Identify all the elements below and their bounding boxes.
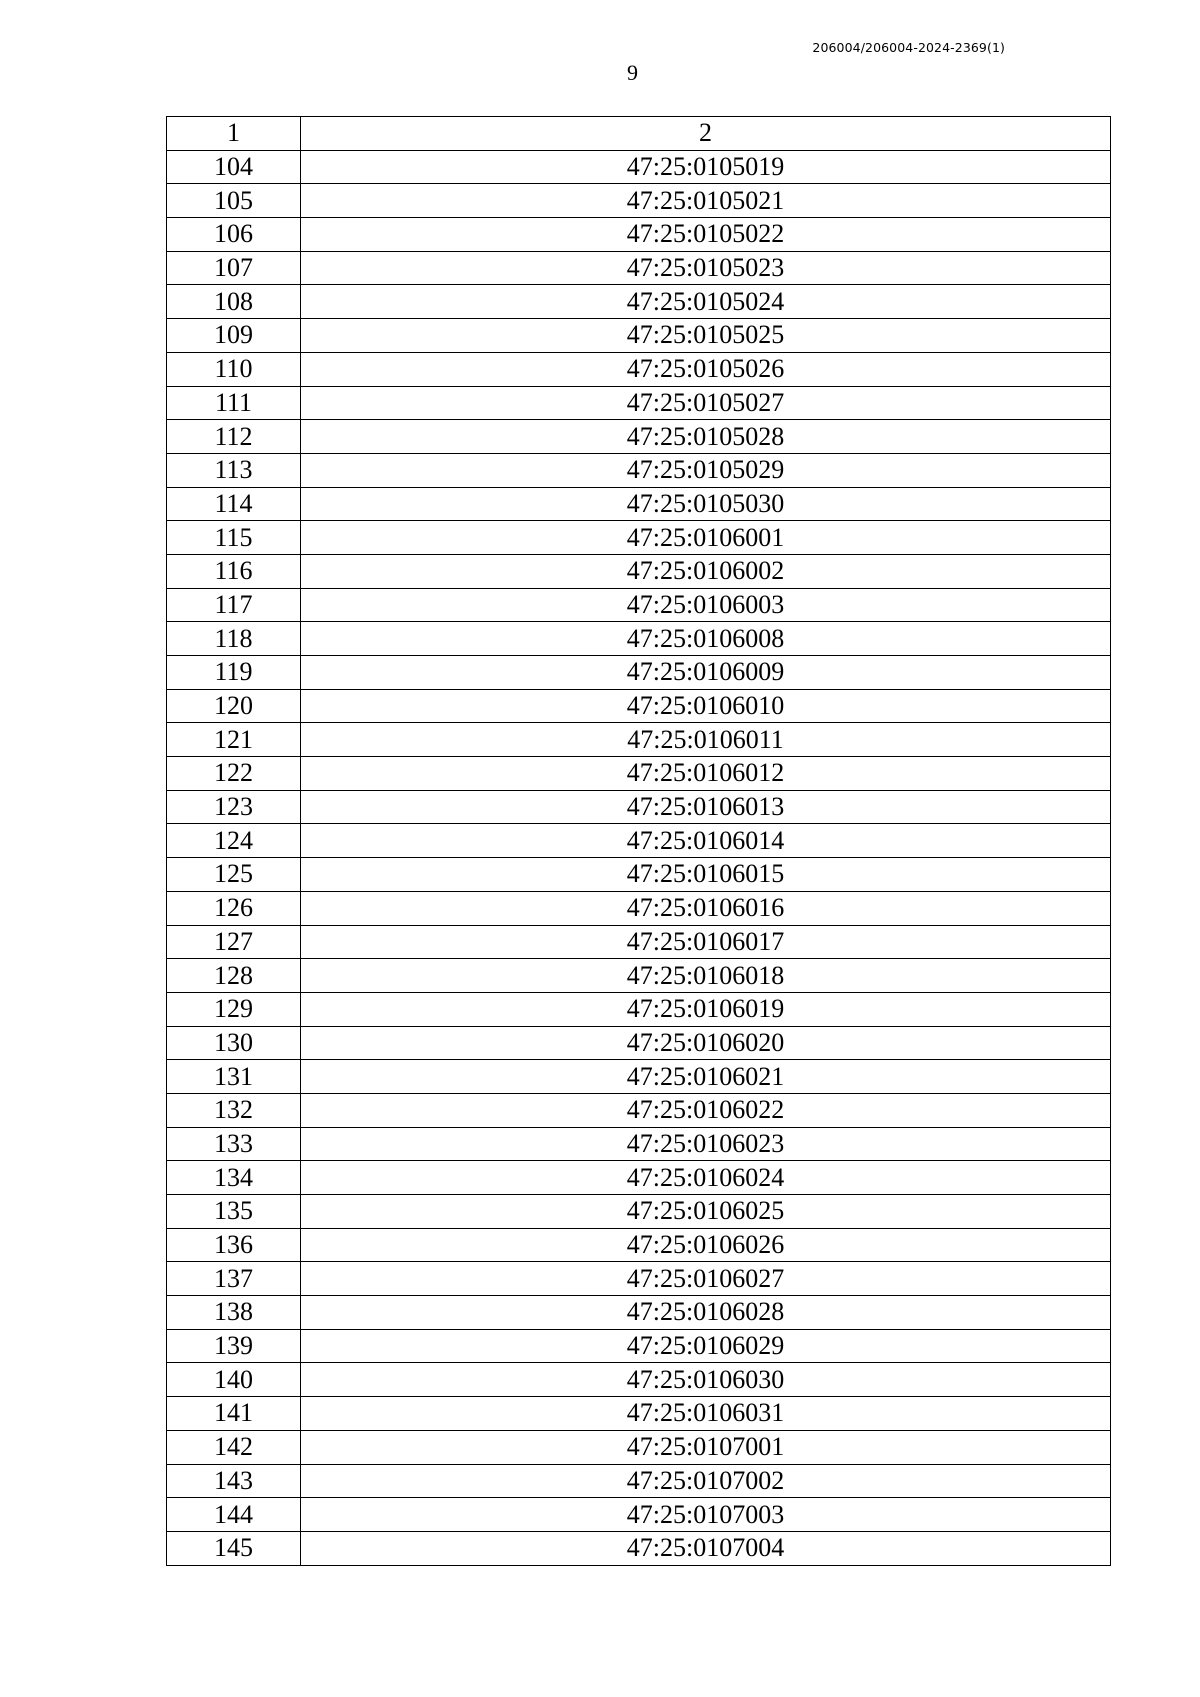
row-number-cell: 138 [167,1296,301,1330]
row-number-cell: 112 [167,420,301,454]
table-row [167,1531,1111,1565]
table-row [167,1262,1111,1296]
cadastral-number-cell: 47:25:0105028 [301,420,1111,454]
row-number-cell: 132 [167,1093,301,1127]
cadastral-number-cell: 47:25:0105021 [301,184,1111,218]
row-number-cell: 116 [167,554,301,588]
table-row [167,218,1111,252]
table-row [167,251,1111,285]
table-row [167,1060,1111,1094]
table-row [167,1161,1111,1195]
cadastral-number-cell: 47:25:0106028 [301,1296,1111,1330]
row-number-cell: 144 [167,1498,301,1532]
table-row [167,1464,1111,1498]
row-number-cell: 104 [167,150,301,184]
row-number-cell: 137 [167,1262,301,1296]
table-row [167,622,1111,656]
table-row [167,1498,1111,1532]
row-number-cell: 118 [167,622,301,656]
table-row [167,1093,1111,1127]
row-number-cell: 121 [167,723,301,757]
row-number-cell: 122 [167,757,301,791]
cadastral-number-cell: 47:25:0106009 [301,656,1111,690]
table-row [167,352,1111,386]
table-row [167,959,1111,993]
cadastral-number-cell: 47:25:0106014 [301,824,1111,858]
row-number-cell: 134 [167,1161,301,1195]
cadastral-number-cell: 47:25:0106002 [301,554,1111,588]
row-number-cell: 145 [167,1531,301,1565]
cadastral-number-cell: 47:25:0106029 [301,1329,1111,1363]
table-row [167,858,1111,892]
row-number-cell: 109 [167,319,301,353]
cadastral-number-cell: 47:25:0107002 [301,1464,1111,1498]
row-number-cell: 120 [167,689,301,723]
row-number-cell: 124 [167,824,301,858]
table-row [167,1228,1111,1262]
row-number-cell: 131 [167,1060,301,1094]
row-number-cell: 130 [167,1026,301,1060]
cadastral-number-cell: 47:25:0106023 [301,1127,1111,1161]
row-number-cell: 108 [167,285,301,319]
table-header-row [167,117,1111,151]
table-row [167,790,1111,824]
cadastral-number-cell: 47:25:0106010 [301,689,1111,723]
cadastral-number-cell: 47:25:0105024 [301,285,1111,319]
row-number-cell: 106 [167,218,301,252]
cadastral-number-cell: 47:25:0105022 [301,218,1111,252]
table-row [167,1195,1111,1229]
table-row [167,386,1111,420]
table-row [167,925,1111,959]
cadastral-number-cell: 47:25:0106013 [301,790,1111,824]
cadastral-number-cell: 47:25:0106019 [301,992,1111,1026]
row-number-cell: 119 [167,656,301,690]
row-number-cell: 139 [167,1329,301,1363]
cadastral-number-cell: 47:25:0105029 [301,453,1111,487]
table-row [167,521,1111,555]
cadastral-number-cell: 47:25:0106022 [301,1093,1111,1127]
cadastral-number-cell: 47:25:0107003 [301,1498,1111,1532]
table-row [167,1127,1111,1161]
cadastral-number-cell: 47:25:0105025 [301,319,1111,353]
cadastral-number-cell: 47:25:0106026 [301,1228,1111,1262]
row-number-cell: 136 [167,1228,301,1262]
table-row [167,891,1111,925]
table-row [167,824,1111,858]
row-number-cell: 129 [167,992,301,1026]
table-row [167,319,1111,353]
row-number-cell: 143 [167,1464,301,1498]
cadastral-number-cell: 47:25:0106003 [301,588,1111,622]
table-row [167,1430,1111,1464]
row-number-cell: 110 [167,352,301,386]
table-row [167,1026,1111,1060]
table-row [167,1397,1111,1431]
table-row [167,184,1111,218]
column-header-2: 2 [301,117,1111,151]
cadastral-number-cell: 47:25:0106031 [301,1397,1111,1431]
row-number-cell: 114 [167,487,301,521]
table-row [167,992,1111,1026]
cadastral-number-cell: 47:25:0105023 [301,251,1111,285]
table-row [167,1329,1111,1363]
row-number-cell: 123 [167,790,301,824]
cadastral-number-cell: 47:25:0106030 [301,1363,1111,1397]
cadastral-number-cell: 47:25:0106017 [301,925,1111,959]
table-row [167,487,1111,521]
table-row [167,757,1111,791]
table-body [167,117,1111,1566]
column-header-1: 1 [167,117,301,151]
table-row [167,1363,1111,1397]
cadastral-number-cell: 47:25:0106025 [301,1195,1111,1229]
table-row [167,554,1111,588]
cadastral-number-cell: 47:25:0106027 [301,1262,1111,1296]
cadastral-number-cell: 47:25:0105019 [301,150,1111,184]
cadastral-number-cell: 47:25:0106021 [301,1060,1111,1094]
row-number-cell: 126 [167,891,301,925]
table-row [167,656,1111,690]
table-row [167,1296,1111,1330]
row-number-cell: 135 [167,1195,301,1229]
cadastral-number-cell: 47:25:0106018 [301,959,1111,993]
row-number-cell: 127 [167,925,301,959]
table-row [167,150,1111,184]
data-table [166,116,1111,1566]
cadastral-number-cell: 47:25:0106016 [301,891,1111,925]
cadastral-number-cell: 47:25:0105026 [301,352,1111,386]
cadastral-number-cell: 47:25:0105030 [301,487,1111,521]
table-row [167,588,1111,622]
row-number-cell: 141 [167,1397,301,1431]
cadastral-number-cell: 47:25:0106020 [301,1026,1111,1060]
cadastral-number-cell: 47:25:0106012 [301,757,1111,791]
cadastral-number-cell: 47:25:0106008 [301,622,1111,656]
row-number-cell: 111 [167,386,301,420]
table-row [167,453,1111,487]
cadastral-number-cell: 47:25:0105027 [301,386,1111,420]
row-number-cell: 117 [167,588,301,622]
cadastral-number-cell: 47:25:0106015 [301,858,1111,892]
row-number-cell: 113 [167,453,301,487]
document-reference: 206004/206004-2024-2369(1) [812,40,1005,55]
cadastral-number-cell: 47:25:0107004 [301,1531,1111,1565]
row-number-cell: 140 [167,1363,301,1397]
table-row [167,285,1111,319]
page-number: 9 [627,60,638,85]
cadastral-number-cell: 47:25:0107001 [301,1430,1111,1464]
row-number-cell: 107 [167,251,301,285]
table-row [167,689,1111,723]
row-number-cell: 115 [167,521,301,555]
table-row [167,420,1111,454]
cadastral-number-cell: 47:25:0106001 [301,521,1111,555]
row-number-cell: 128 [167,959,301,993]
row-number-cell: 125 [167,858,301,892]
table-row [167,723,1111,757]
row-number-cell: 105 [167,184,301,218]
row-number-cell: 142 [167,1430,301,1464]
cadastral-number-cell: 47:25:0106024 [301,1161,1111,1195]
cadastral-number-cell: 47:25:0106011 [301,723,1111,757]
row-number-cell: 133 [167,1127,301,1161]
